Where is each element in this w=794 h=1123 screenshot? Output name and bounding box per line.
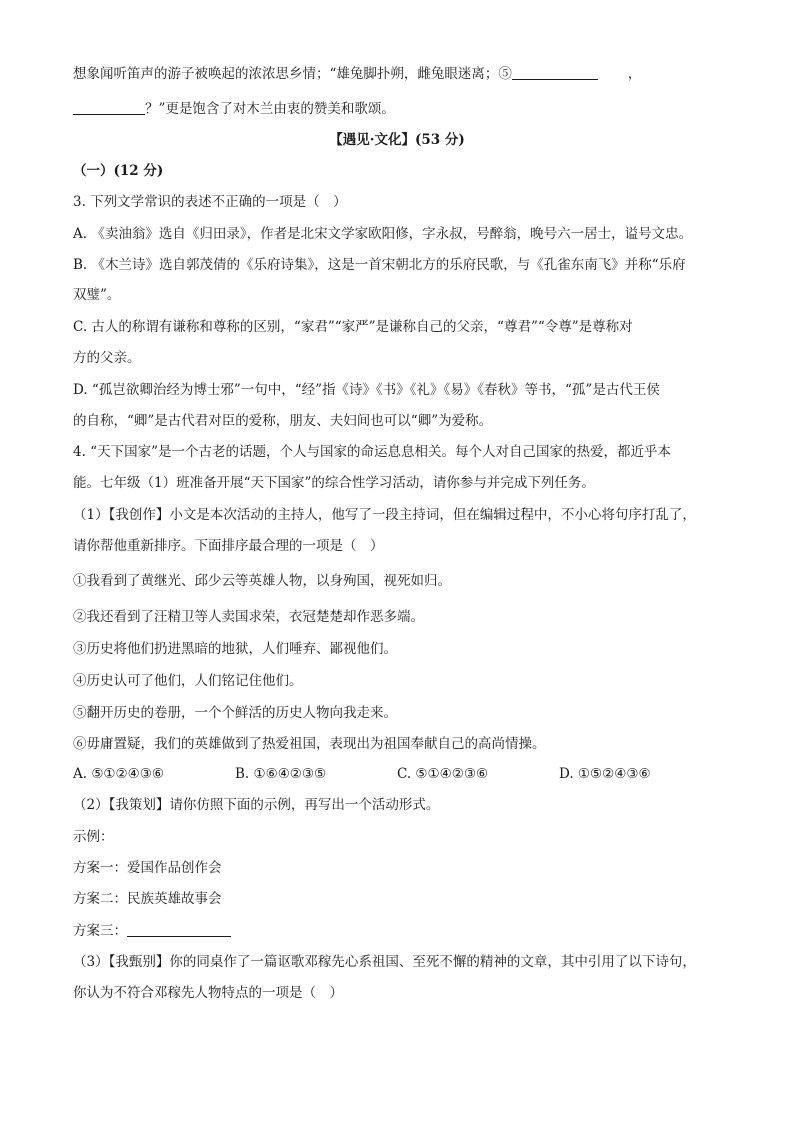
sentence-2: ②我还看到了汪精卫等人卖国求荣，衣冠楚楚却作恶多端。	[73, 609, 424, 625]
q3-option-c-line-1: C. 古人的称谓有谦称和尊称的区别，“家君”“家严”是谦称自己的父亲，“尊君”“令尊”是尊称对	[73, 319, 633, 335]
q3-option-d-line-2: 的自称，“卿”是古代君对臣的爱称，朋友、夫妇间也可以“卿”为爱称。	[73, 413, 493, 429]
intro-line-1	[73, 64, 723, 84]
q3-stem: 3. 下列文学常识的表述不正确的一项是（ ）	[73, 194, 347, 210]
answer-blank-6[interactable]	[73, 100, 145, 115]
intro-line-2-end: ？”更是饱含了对木兰由衷的赞美和歌颂。	[145, 101, 395, 117]
plan-3-label: 方案三：	[73, 923, 127, 939]
plan-1: 方案一：爱国作品创作会	[73, 860, 222, 876]
intro-line-1-text: 想象闻听笛声的游子被唤起的浓浓思乡情；“雄兔脚扑朔，雌兔眼迷离；⑤	[73, 66, 512, 82]
plan-3-row	[73, 921, 723, 941]
q3-option-b-line-1: B. 《木兰诗》选自郭茂倩的《乐府诗集》，这是一首宋朝北方的乐府民歌，与《孔雀东南飞》并称“乐府	[73, 257, 686, 273]
intro-line-2	[73, 99, 723, 119]
sentence-4: ④历史认可了他们，人们铭记住他们。	[73, 673, 303, 689]
q4-sub3-line-2: 你认为不符合邓稼先人物特点的一项是（ ）	[73, 985, 343, 1001]
q4-sub1-line-1: （1）【我创作】小文是本次活动的主持人，他写了一段主持词，但在编辑过程中，不小心将句序打乱了，	[73, 507, 696, 523]
choice-b[interactable]: B. ①⑥④②③⑤	[235, 766, 327, 782]
q4-sub3-line-1: （3）【我甄别】你的同桌作了一篇讴歌邓稼先心系祖国、至死不懈的精神的文章，其中引用了以下诗句，	[73, 954, 696, 970]
q4-sub1-line-2: 请你帮他重新排序。下面排序最合理的一项是（ ）	[73, 538, 384, 554]
q3-option-d-line-1: D. “孤岂欲卿治经为博士邪”一句中，“经”指《诗》《书》《礼》《易》《春秋》等书，“孤”是古代王侯	[73, 382, 660, 398]
q3-option-a: A. 《卖油翁》选自《归田录》，作者是北宋文学家欧阳修，字永叔，号醉翁，晚号六一居士，谥号文忠。	[73, 226, 693, 242]
sentence-6: ⑥毋庸置疑，我们的英雄做到了热爱祖国，表现出为祖国奉献自己的高尚情操。	[73, 736, 546, 752]
answer-blank-5[interactable]	[512, 65, 598, 80]
example-label: 示例：	[73, 829, 114, 845]
plan-2: 方案二：民族英雄故事会	[73, 891, 222, 907]
q3-option-c-line-2: 方的父亲。	[73, 350, 141, 366]
q4-stem-line-2: 能。七年级（1）班准备开展“天下国家”的综合性学习活动，请你参与并完成下列任务。	[73, 475, 595, 491]
q4-stem-line-1: 4. “天下国家”是一个古老的话题，个人与国家的命运息息相关。每个人对自己国家的热爱，都近乎本	[73, 444, 671, 460]
intro-line-1-end: ，	[627, 66, 642, 82]
plan-3-answer-blank[interactable]	[127, 922, 231, 937]
part-1-label: （一）(12 分)	[73, 163, 164, 179]
q4-sub2-prompt: （2）【我策划】请你仿照下面的示例，再写出一个活动形式。	[73, 797, 440, 813]
section-title: 【遇见·文化】(53 分)	[329, 132, 465, 148]
choice-d[interactable]: D. ①⑤②④③⑥	[559, 766, 651, 782]
sentence-1: ①我看到了黄继光、邱少云等英雄人物，以身殉国，视死如归。	[73, 573, 451, 589]
q3-option-b-line-2: 双璧”。	[73, 287, 121, 303]
sentence-3: ③历史将他们扔进黑暗的地狱，人们唾弃、鄙视他们。	[73, 641, 397, 657]
choice-a[interactable]: A. ⑤①②④③⑥	[73, 766, 164, 782]
sentence-5: ⑤翻开历史的卷册，一个个鲜活的历史人物向我走来。	[73, 705, 397, 721]
choice-c[interactable]: C. ⑤①④②③⑥	[397, 766, 489, 782]
q4-sub1-options	[73, 764, 723, 784]
